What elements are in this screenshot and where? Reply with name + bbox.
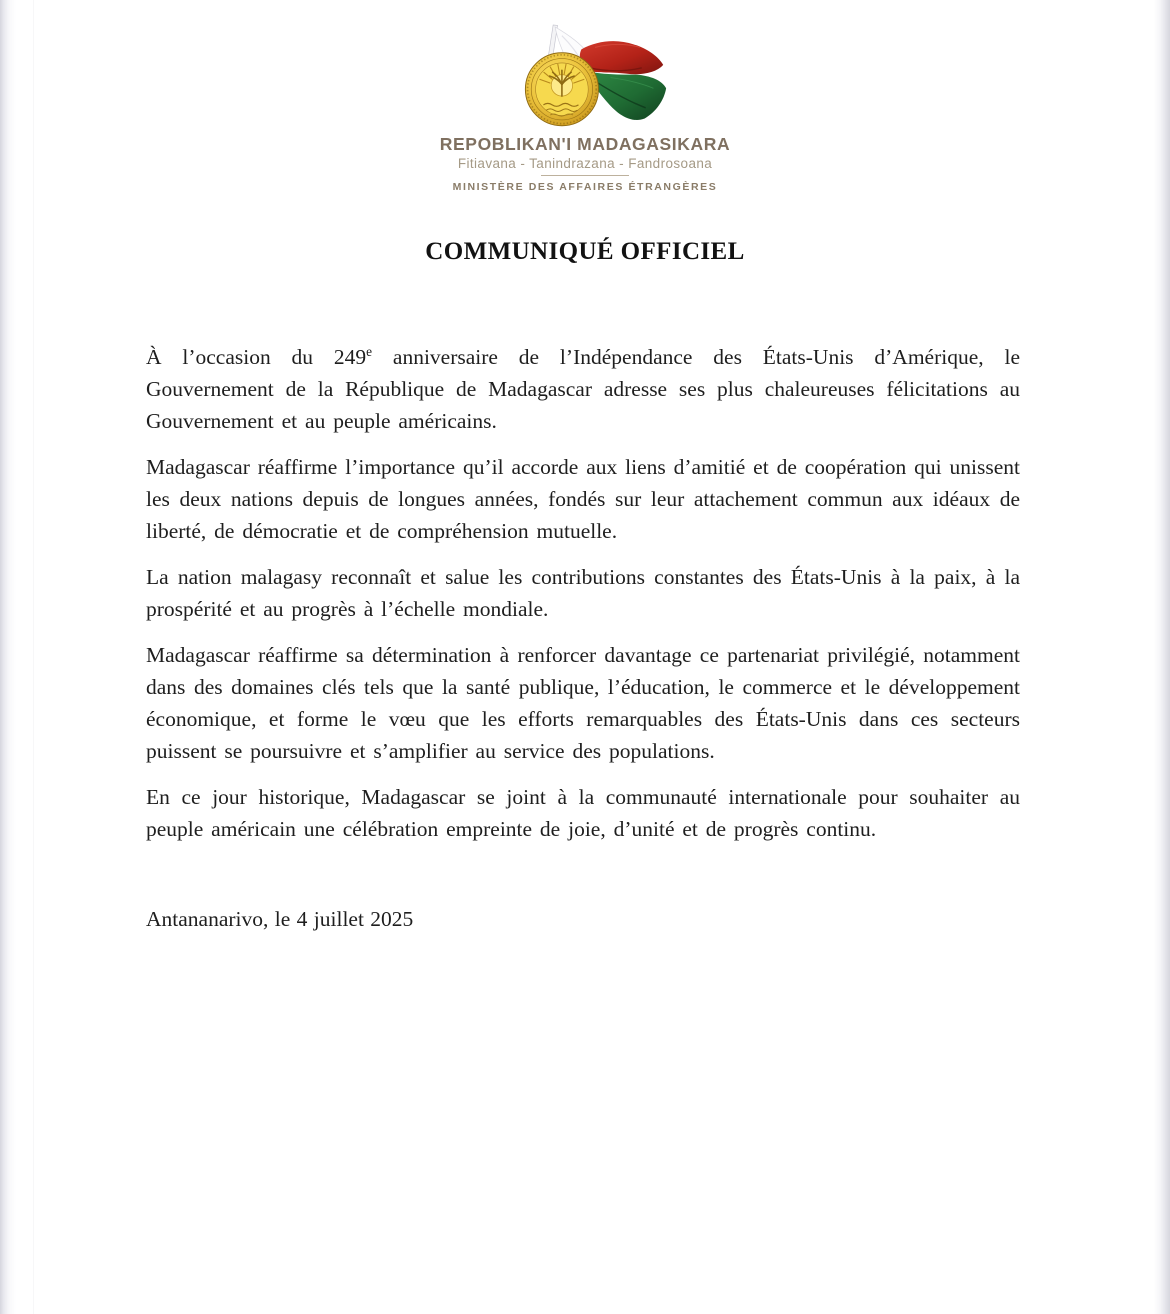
paragraph-1	[146, 341, 1020, 437]
republic-name: REPOBLIKAN'I MADAGASIKARA	[439, 134, 731, 154]
page-edge-right	[1152, 0, 1170, 1314]
document-body	[146, 341, 1020, 949]
coat-of-arms-graphic	[521, 24, 671, 136]
ordinal-superscript: e	[366, 343, 373, 359]
paragraph-2: Madagascar réaffirme l’importance qu’il accorde aux liens d’amitié et de coopération qui unissent les deux nations depuis de longues années, fondés sur leur attachement commun aux idéaux de liberté, de démocratie et de compréhension mutuelle.	[146, 455, 1020, 543]
national-motto: Fitiavana - Tanindrazana - Fandrosoana	[457, 156, 713, 171]
paragraph-5: En ce jour historique, Madagascar se joint à la communauté internationale pour souhaiter au peuple américain une célébration empreinte de joie, d’unité et de progrès continu.	[146, 785, 1020, 841]
paragraph-4: Madagascar réaffirme sa détermination à renforcer davantage ce partenariat privilégié, notamment dans des domaines clés tels que la santé publique, l’éducation, le commerce et le développement économique, et forme le vœu que les efforts remarquables des États-Unis dans ces secteurs puissent se poursuivre et s’amplifier au service des populations.	[146, 643, 1020, 763]
madagascar-coat-of-arms	[521, 24, 671, 136]
paragraph-3: La nation malagasy reconnaît et salue les contributions constantes des États-Unis à la paix, à la prospérité et au progrès à l’échelle mondiale.	[146, 565, 1020, 621]
dateline: Antananarivo, le 4 juillet 2025	[146, 907, 414, 931]
paragraph-1-text-post: anniversaire de l’Indépendance des États-Unis d’Amérique, le Gouvernement de la République de Madagascar adresse ses plus chaleureuses félicitations au Gouvernement et au peuple américains.	[146, 345, 1020, 433]
gold-seal	[525, 53, 598, 126]
document-title: COMMUNIQUÉ OFFICIEL	[425, 238, 745, 265]
motto-divider	[541, 175, 629, 176]
page-edge-left	[0, 0, 18, 1314]
paper-fold-line	[33, 0, 34, 1314]
letterhead	[0, 24, 1170, 193]
paragraph-1-text-pre: À l’occasion du 249	[146, 345, 367, 369]
ministry-name: MINISTÈRE DES AFFAIRES ÉTRANGÈRES	[452, 181, 718, 193]
